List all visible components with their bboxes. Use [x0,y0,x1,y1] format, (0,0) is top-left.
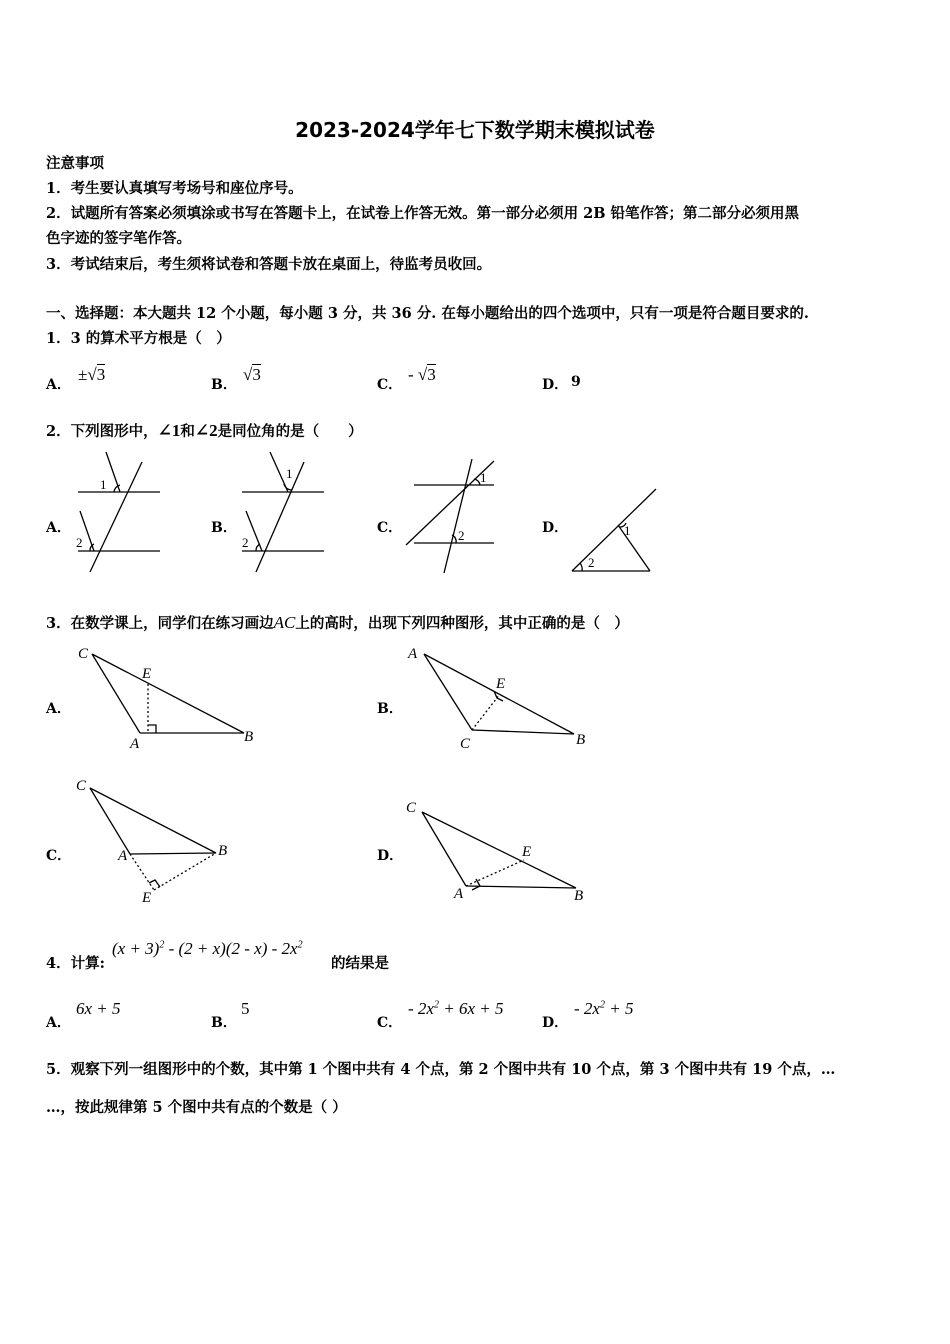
svg-text:A: A [408,646,418,662]
svg-text:A: A [118,848,128,864]
q3-option-a-label: A． [46,701,71,717]
svg-text:1: 1 [286,466,293,481]
svg-text:B: B [574,888,584,904]
svg-text:A: A [130,736,140,752]
q1-option-b: √3 [243,365,261,384]
svg-text:E: E [496,676,506,692]
svg-text:A: A [454,886,464,902]
q2-stem: 2．下列图形中，∠1和∠2是同位角的是（ ） [46,421,363,440]
q4-option-c-label: C． [377,1015,403,1031]
q1-option-a-label: A． [46,377,71,393]
q2-figure-c [402,455,512,575]
q4-option-d: - $2x^2 + 5$ [574,999,634,1018]
section-heading: 一、选择题：本大题共 12 个小题，每小题 3 分，共 36 分. 在每小题给出的四个选项中，只有一项是符合题目要求的. [46,305,809,322]
svg-text:1: 1 [100,477,107,492]
svg-text:2: 2 [458,528,465,543]
svg-text:C: C [406,800,417,816]
svg-text:1: 1 [624,523,631,538]
q5-stem-line-1: 5．观察下列一组图形中的个数，其中第 1 个图中共有 4 个点，第 2 个图中共有 10 个点，第 3 个图中共有 19 个点，… [46,1061,836,1078]
q1-stem: 1．3 的算术平方根是（ ） [46,330,231,347]
q3-figure-a [72,640,272,755]
q2-figure-b [236,448,336,576]
q4-option-d-label: D． [542,1015,569,1031]
q3-option-c-label: C． [46,848,72,864]
svg-text:B: B [244,729,254,745]
q4-option-b-label: B． [211,1015,237,1031]
q4-expression: $(x + 3)^2 - (2 + x)(2 - x) - 2x^2$ [112,939,303,958]
q1-option-c: - √3 [408,365,436,384]
notice-item-2-cont: 色字迹的签字笔作答。 [46,230,191,247]
notice-heading: 注意事项 [46,155,104,172]
notice-item-3: 3．考试结束后，考生须将试卷和答题卡放在桌面上，待监考员收回。 [46,256,492,273]
svg-text:B: B [218,843,228,859]
svg-text:C: C [460,736,471,752]
q5-stem-line-2: …，按此规律第 5 个图中共有点的个数是（ ） [46,1099,347,1116]
notice-item-2: 2．试题所有答案必须填涂或书写在答题卡上，在试卷上作答无效。第一部分必须用 2B 铅笔作答；第二部分必须用黑 [46,205,800,222]
q2-figure-a [70,448,170,576]
q1-option-d: 9 [571,374,581,390]
svg-text:2: 2 [76,535,83,550]
q4-option-c: - $2x^2 + 6x + 5$ [408,999,504,1018]
svg-text:2: 2 [242,535,249,550]
q2-figure-d [568,485,668,577]
q3-figure-d [400,790,600,908]
q1-option-c-label: C． [377,377,403,393]
q4-option-b: 5 [241,999,250,1018]
svg-text:C: C [78,646,89,662]
svg-text:E: E [142,666,152,682]
q4-option-a: 6x + 5 [76,999,121,1018]
q4-option-a-label: A． [46,1015,71,1031]
q3-option-d-label: D． [377,848,404,864]
q2-option-d-label: D． [542,520,569,536]
q1-option-d-label: D． [542,377,569,393]
svg-text:C: C [76,778,87,794]
q2-option-b-label: B． [211,520,237,536]
q3-option-b-label: B． [377,701,403,717]
svg-text:1: 1 [480,470,487,485]
q3-figure-b [400,640,600,755]
q2-option-c-label: C． [377,520,403,536]
svg-text:E: E [142,890,152,906]
q4-suffix: 的结果是 [331,955,389,972]
q1-option-a: ±√3 [78,365,106,384]
q4-prefix: 4．计算: [46,955,105,972]
svg-text:B: B [576,732,586,748]
q1-option-b-label: B． [211,377,237,393]
q3-figure-c [72,774,252,910]
svg-text:E: E [522,844,532,860]
q3-stem: 3．在数学课上，同学们在练习画边AC上的高时，出现下列四种图形，其中正确的是（ ） [46,613,629,632]
notice-item-1: 1．考生要认真填写考场号和座位序号。 [46,180,303,197]
page-title: 2023-2024学年七下数学期末模拟试卷 [295,118,655,142]
svg-text:2: 2 [588,555,595,570]
q2-option-a-label: A． [46,520,71,536]
